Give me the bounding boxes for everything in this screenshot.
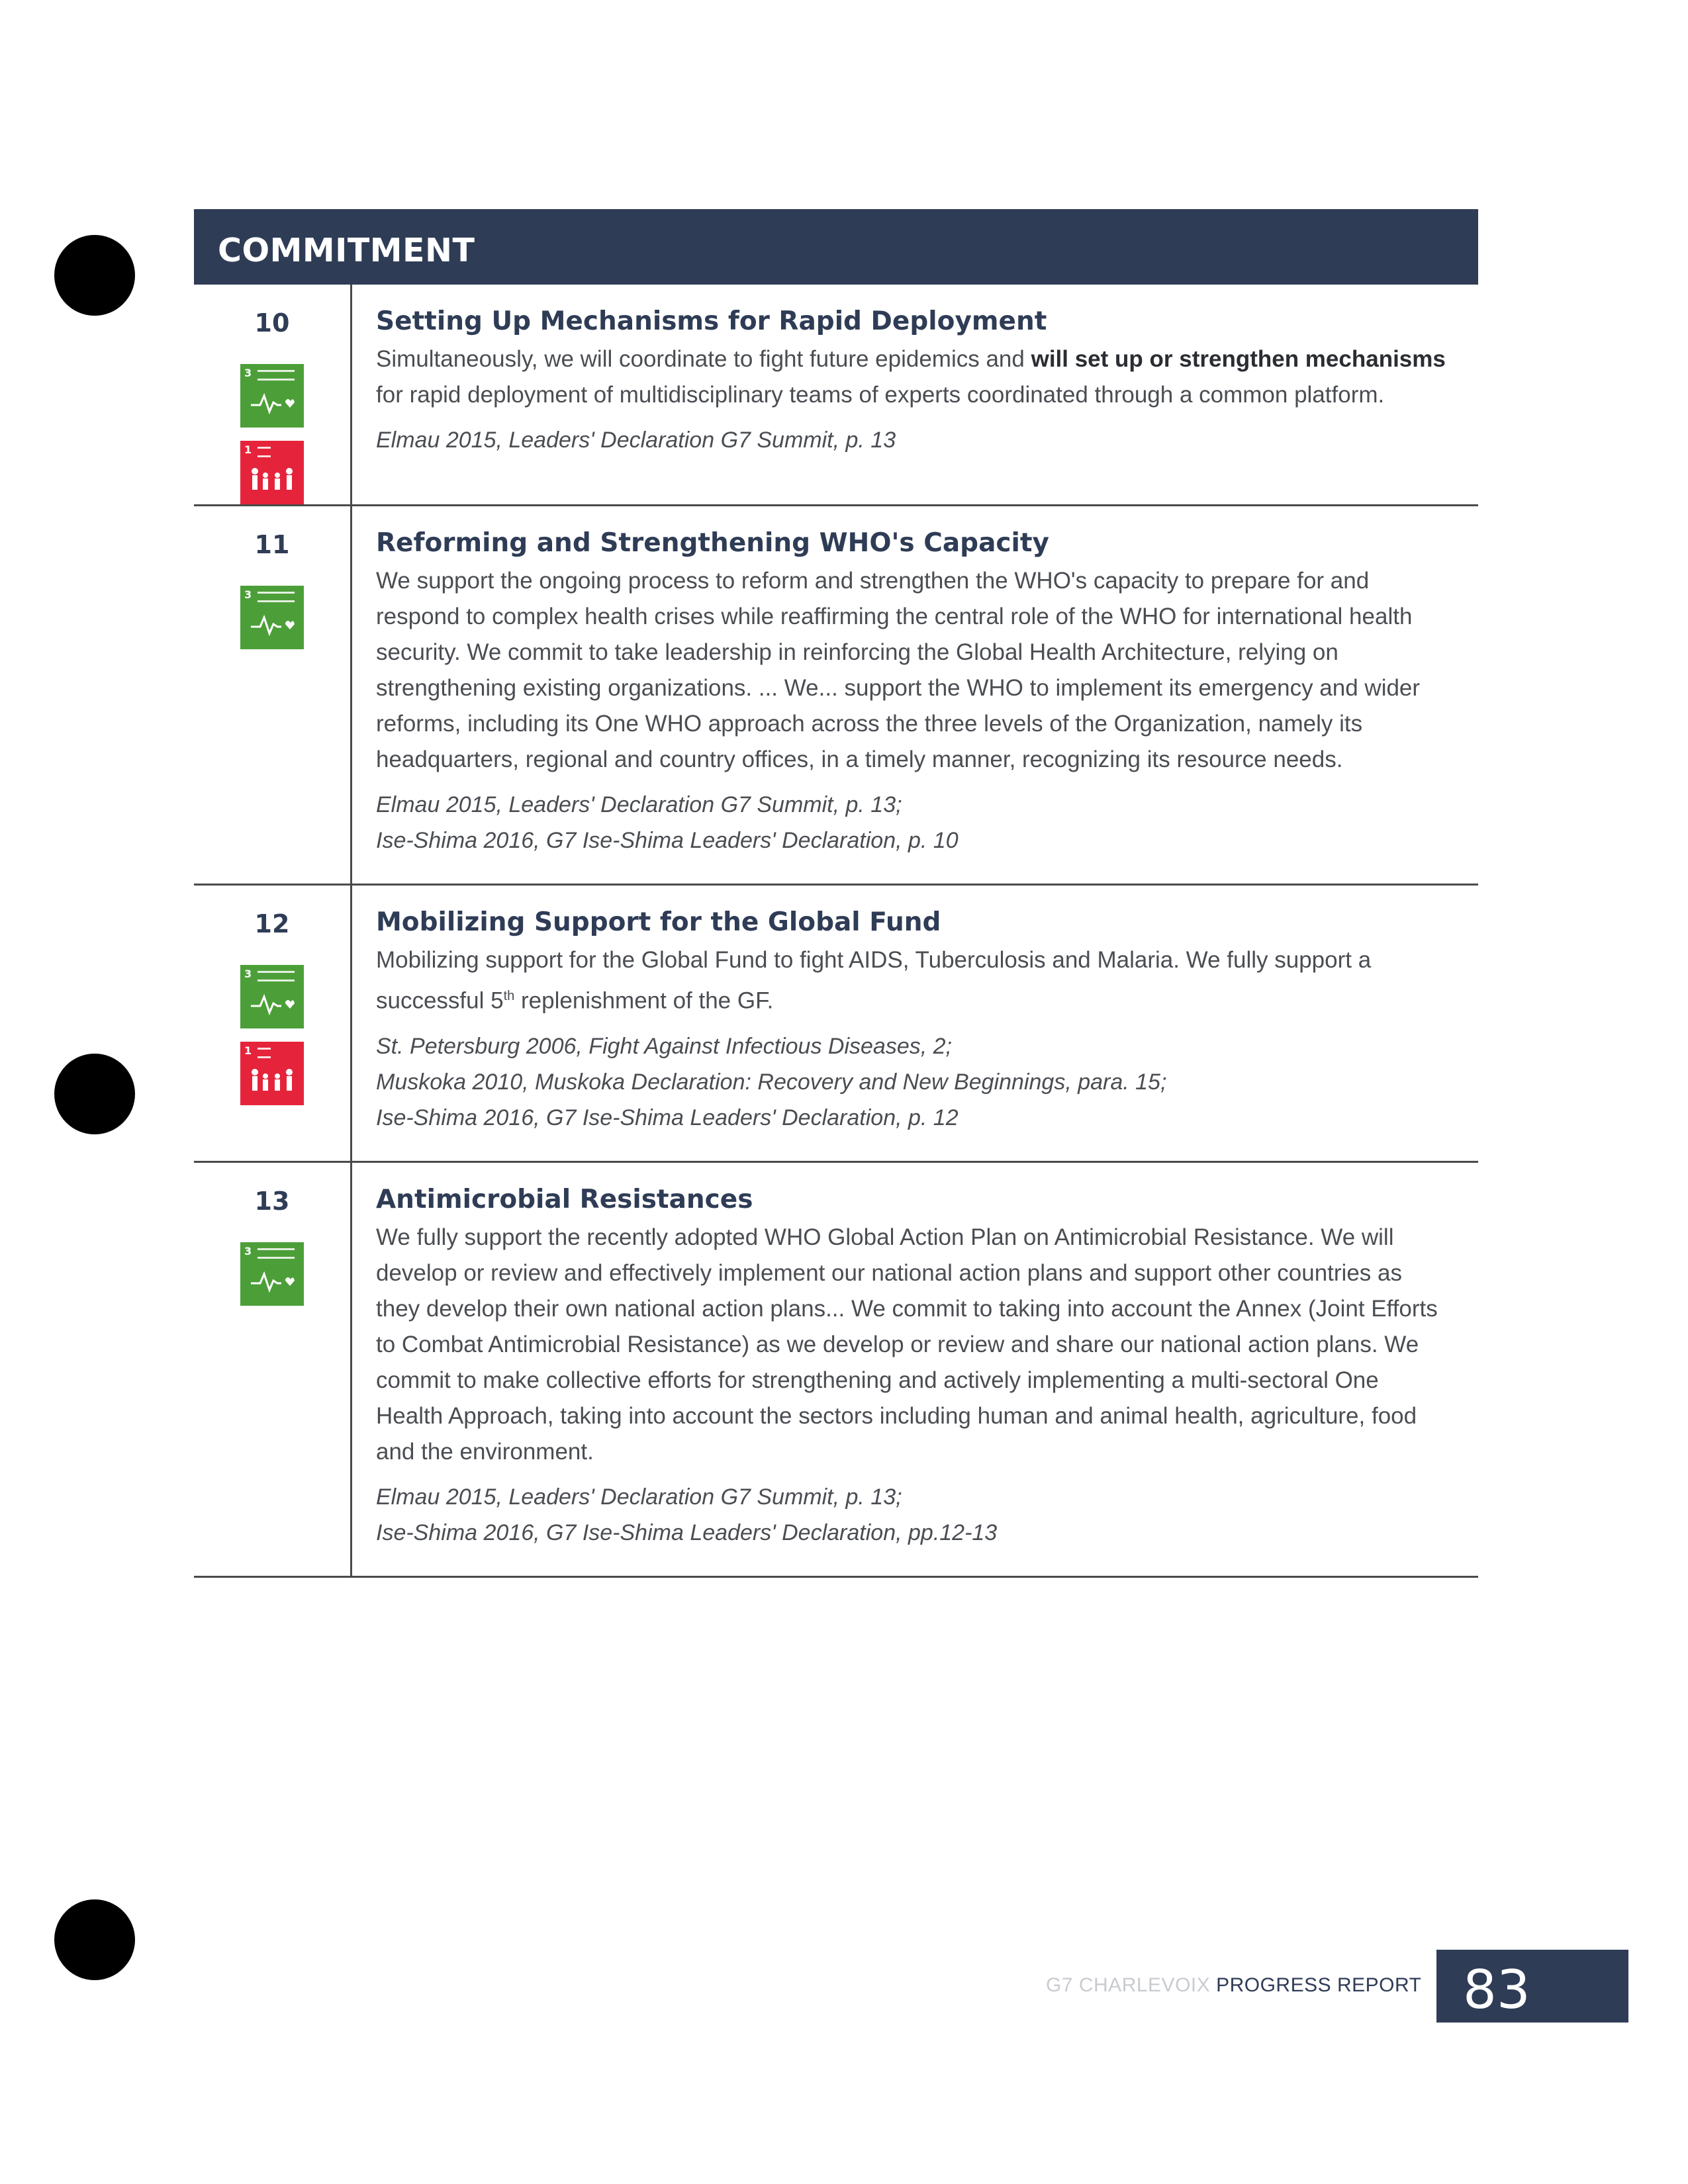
commitment-header-title: COMMITMENT [218,232,475,269]
citation: Elmau 2015, Leaders' Declaration G7 Summit, p. 13 [376,428,896,453]
binder-hole-middle [54,1054,135,1134]
binder-hole-bottom [54,1899,135,1980]
commitment-body: Mobilizing support for the Global Fund to fight AIDS, Tuberculosis and Malaria. We fully support a successful 5th replenishment of the GF. [376,947,1372,1014]
commitment-title: Mobilizing Support for the Global Fund [376,907,941,937]
commitment-row [194,1163,1478,1578]
commitment-number-cell [194,1163,352,1576]
sdg-3-good-health-icon: 3 [240,1242,304,1306]
citation: Ise-Shima 2016, G7 Ise-Shima Leaders' Declaration, p. 10 [376,828,959,853]
commitment-number: 13 [254,1186,290,1216]
citation: Elmau 2015, Leaders' Declaration G7 Summit, p. 13; [376,792,902,817]
citation: Ise-Shima 2016, G7 Ise-Shima Leaders' Declaration, p. 12 [376,1105,959,1130]
commitment-title: Setting Up Mechanisms for Rapid Deployment [376,306,1047,336]
commitment-text-cell [352,285,1478,504]
sdg-3-good-health-icon: 3 [240,586,304,649]
commitment-number: 10 [254,308,290,338]
commitment-citations [376,1479,1452,1551]
commitment-number: 12 [254,909,290,938]
page-number: 83 [1463,1959,1530,2021]
page-number-box [1436,1950,1628,2023]
sdg-3-good-health-icon: 3 [240,364,304,428]
citation: Muskoka 2010, Muskoka Declaration: Recovery and New Beginnings, para. 15; [376,1069,1167,1095]
commitment-body: We support the ongoing process to reform and strengthen the WHO's capacity to prepare for and respond to complex health crises while reaffirming the central role of the WHO for international health security. We commit to take leadership in reinforcing the Global Health Architecture, relying on strengthening existing organizations. ... We... support the WHO to implement its emergency and wider reforms, including its One WHO approach across the three levels of the Organization, namely its headquarters, regional and country offices, in a timely manner, recognizing its resource needs. [376,568,1421,772]
commitment-table [194,285,1478,1578]
commitment-row [194,886,1478,1163]
commitment-title: Antimicrobial Resistances [376,1184,753,1214]
commitment-text-cell [352,1163,1478,1576]
commitment-number-cell [194,285,352,504]
commitment-body-emphasis: will set up or strengthen mechanisms [1031,346,1446,372]
commitment-body: Simultaneously, we will coordinate to fight future epidemics and will set up or strengthen mechanisms for rapid deployment of multidisciplinary teams of experts coordinated through a common platform. [376,346,1446,408]
sdg-3-good-health-icon: 3 [240,965,304,1028]
commitment-row [194,506,1478,886]
footer-report-title: G7 CHARLEVOIX PROGRESS REPORT [1046,1974,1422,1996]
commitment-header [194,209,1478,285]
commitment-text-cell [352,506,1478,884]
commitment-number: 11 [254,530,290,559]
commitment-number-cell [194,506,352,884]
citation: Ise-Shima 2016, G7 Ise-Shima Leaders' Declaration, pp.12-13 [376,1520,998,1545]
commitment-citations [376,422,1452,458]
commitment-row [194,285,1478,506]
binder-hole-top [54,235,135,316]
citation: Elmau 2015, Leaders' Declaration G7 Summit, p. 13; [376,1484,902,1510]
commitment-number-cell [194,886,352,1161]
sdg-1-no-poverty-icon: 1 [240,1042,304,1105]
commitment-body: We fully support the recently adopted WHO Global Action Plan on Antimicrobial Resistance. We will develop or review and effectively implement our national action plans and support other countries as they develop their own national action plans... We commit to taking into account the Annex (Joint Efforts to Combat Antimicrobial Resistance) as we develop or review and share our national action plans. We commit to make collective efforts for strengthening and actively implementing a multi-sectoral One Health Approach, taking into account the sectors including human and animal health, agriculture, food and the environment. [376,1224,1438,1465]
commitment-citations [376,787,1452,858]
citation: St. Petersburg 2006, Fight Against Infectious Diseases, 2; [376,1033,952,1059]
commitment-text-cell [352,886,1478,1161]
sdg-1-no-poverty-icon: 1 [240,441,304,504]
commitment-citations [376,1028,1452,1136]
commitment-title: Reforming and Strengthening WHO's Capacity [376,528,1049,558]
